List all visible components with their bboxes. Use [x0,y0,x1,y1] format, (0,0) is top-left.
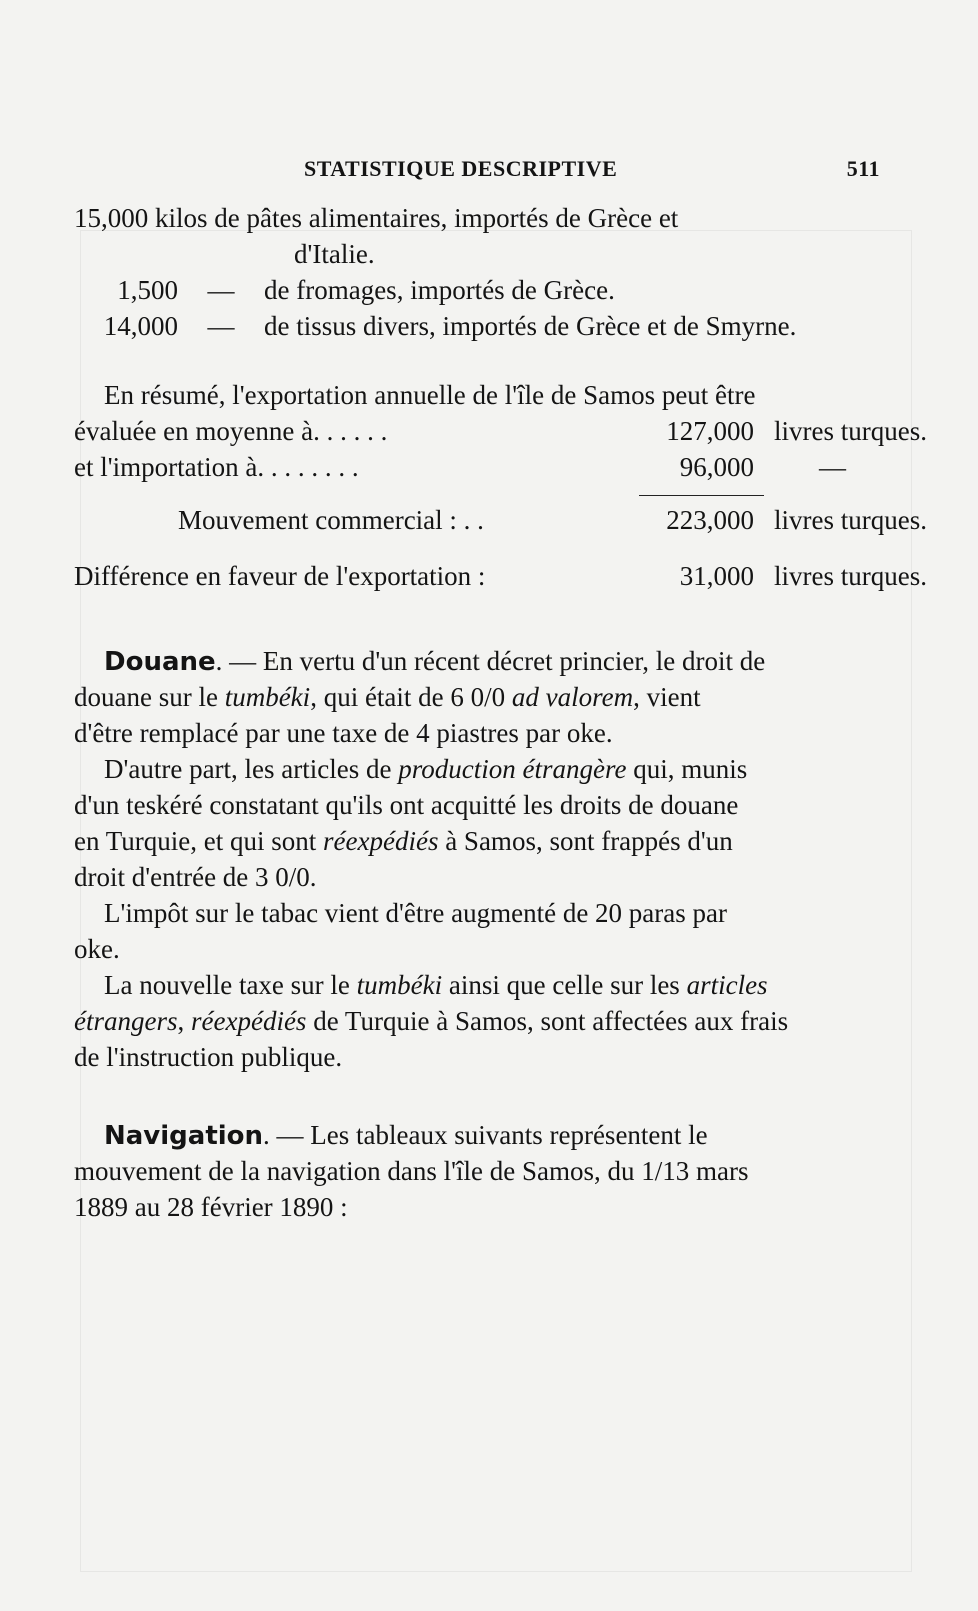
movement-row [74,502,927,538]
section-title-douane: Douane [104,647,216,677]
sum-rule [639,495,764,496]
import-value: 96,000 [679,452,754,482]
douane-p4-line-2: étrangers, réexpédiés de Turquie à Samos, sont affectées aux frais [74,1006,789,1036]
douane-p2-line-3: en Turquie, et qui sont réexpédiés à Samos, sont frappés d'un [74,826,733,856]
douane-p4-line-3: de l'instruction publique. [74,1042,343,1072]
navigation-line-3: 1889 au 28 février 1890 : [74,1192,348,1222]
export-label: évaluée en moyenne à. . . . . . [74,416,388,446]
list-item [74,272,880,308]
import-description: de fromages, importés de Grèce. [264,275,615,305]
import-description: kilos de pâtes alimentaires, importés de Grèce et [155,203,679,233]
summary-intro: En résumé, l'exportation annuelle de l'île de Samos peut être [104,380,756,410]
page-number: 511 [846,156,880,181]
douane-p2-line-1: D'autre part, les articles de production étrangère qui, munis [104,754,748,784]
import-description: de tissus divers, importés de Grèce et de Smyrne. [264,311,797,341]
import-unit: — [819,452,846,482]
douane-p2-line-2: d'un teskéré constatant qu'ils ont acquitté les droits de douane [74,790,739,820]
douane-line-2: douane sur le tumbéki, qui était de 6 0/0 ad valorem, vient [74,682,701,712]
douane-line-1: Douane. — En vertu d'un récent décret princier, le droit de [104,646,766,677]
import-quantity: 1,500 [117,275,178,305]
list-item [74,308,880,344]
navigation-section [74,1117,880,1225]
douane-p3-line-1: L'impôt sur le tabac vient d'être augmenté de 20 paras par [104,898,727,928]
difference-value: 31,000 [679,561,754,591]
list-item [74,200,880,236]
movement-label: Mouvement commercial : . . [178,505,484,535]
movement-unit: livres turques. [774,505,927,535]
page-header [74,156,880,192]
running-title: STATISTIQUE DESCRIPTIVE [304,156,618,181]
export-value: 127,000 [666,416,754,446]
navigation-line-2: mouvement de la navigation dans l'île de Samos, du 1/13 mars [74,1156,749,1186]
douane-p4-line-1: La nouvelle taxe sur le tumbéki ainsi que celle sur les articles [104,970,768,1000]
list-item-continuation: d'Italie. [294,239,375,269]
ditto-dash: — [207,275,235,305]
movement-value: 223,000 [666,505,754,535]
import-label: et l'importation à. . . . . . . . [74,452,359,482]
douane-line-3: d'être remplacé par une taxe de 4 piastres par oke. [74,718,613,748]
import-quantity: 14,000 [103,311,178,341]
ditto-dash: — [207,311,235,341]
imports-list [74,200,880,344]
import-row [74,449,880,485]
export-row [74,413,927,449]
section-title-navigation: Navigation [104,1121,264,1151]
trade-summary [74,377,927,594]
douane-section [74,643,880,1075]
difference-row [74,558,927,594]
douane-p3-line-2: oke. [74,934,120,964]
import-quantity: 15,000 [74,203,149,233]
difference-label: Différence en faveur de l'exportation : [74,561,486,591]
douane-p2-line-4: droit d'entrée de 3 0/0. [74,862,317,892]
difference-unit: livres turques. [774,561,927,591]
export-unit: livres turques. [774,416,927,446]
navigation-line-1: Navigation. — Les tableaux suivants représentent le [104,1120,708,1151]
